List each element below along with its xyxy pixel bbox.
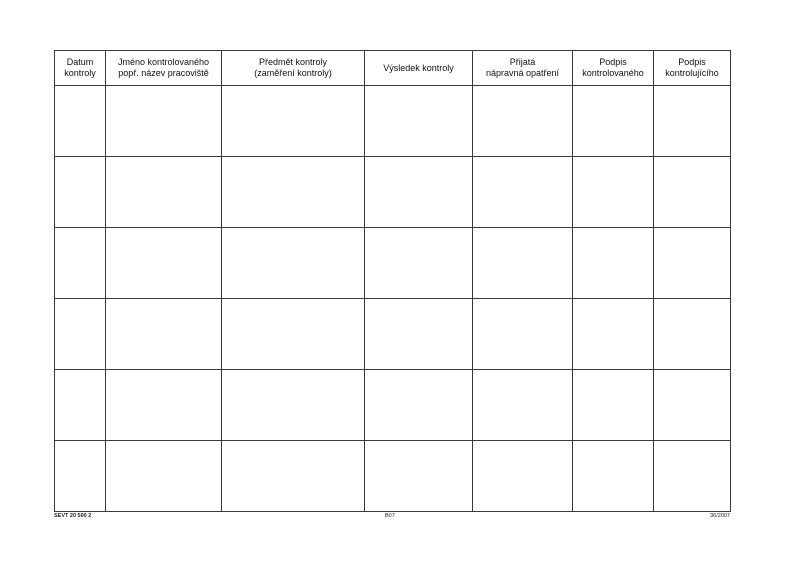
table-row bbox=[55, 157, 731, 228]
inspected-signature-cell[interactable] bbox=[573, 441, 654, 512]
inspected-name-cell[interactable] bbox=[106, 441, 222, 512]
inspector-signature-cell[interactable] bbox=[654, 157, 731, 228]
date-cell[interactable] bbox=[55, 441, 106, 512]
subject-cell[interactable] bbox=[222, 299, 365, 370]
date-cell[interactable] bbox=[55, 86, 106, 157]
inspector-signature-cell[interactable] bbox=[654, 299, 731, 370]
date-cell[interactable] bbox=[55, 157, 106, 228]
date-cell[interactable] bbox=[55, 370, 106, 441]
corrective-measures-cell[interactable] bbox=[473, 157, 573, 228]
corrective-measures-cell[interactable] bbox=[473, 86, 573, 157]
table-row bbox=[55, 228, 731, 299]
corrective-measures-cell[interactable] bbox=[473, 370, 573, 441]
result-cell[interactable] bbox=[365, 299, 473, 370]
footer-mark: B07 bbox=[385, 513, 395, 519]
inspector-signature-cell[interactable] bbox=[654, 370, 731, 441]
result-cell[interactable] bbox=[365, 157, 473, 228]
subject-cell[interactable] bbox=[222, 157, 365, 228]
result-cell[interactable] bbox=[365, 86, 473, 157]
corrective-measures-cell[interactable] bbox=[473, 441, 573, 512]
column-header-inspector-signature: Podpis kontrolujícího bbox=[654, 51, 731, 86]
date-cell[interactable] bbox=[55, 228, 106, 299]
table-row bbox=[55, 86, 731, 157]
table-row bbox=[55, 299, 731, 370]
subject-cell[interactable] bbox=[222, 441, 365, 512]
column-header-inspected-signature: Podpis kontrolovaného bbox=[573, 51, 654, 86]
table-row bbox=[55, 441, 731, 512]
inspector-signature-cell[interactable] bbox=[654, 441, 731, 512]
subject-cell[interactable] bbox=[222, 228, 365, 299]
column-header-corrective-measures: Přijatá nápravná opatření bbox=[473, 51, 573, 86]
subject-cell[interactable] bbox=[222, 370, 365, 441]
inspected-signature-cell[interactable] bbox=[573, 299, 654, 370]
subject-cell[interactable] bbox=[222, 86, 365, 157]
inspection-record-table bbox=[54, 50, 731, 512]
footer-edition: 36/2007 bbox=[710, 513, 730, 519]
inspected-name-cell[interactable] bbox=[106, 228, 222, 299]
inspected-name-cell[interactable] bbox=[106, 370, 222, 441]
column-header-subject: Předmět kontroly (zaměření kontroly) bbox=[222, 51, 365, 86]
table-header-row bbox=[55, 51, 731, 86]
column-header-inspected-name: Jméno kontrolovaného popř. název pracoviště bbox=[106, 51, 222, 86]
column-header-date: Datum kontroly bbox=[55, 51, 106, 86]
corrective-measures-cell[interactable] bbox=[473, 228, 573, 299]
inspected-signature-cell[interactable] bbox=[573, 157, 654, 228]
inspected-signature-cell[interactable] bbox=[573, 228, 654, 299]
date-cell[interactable] bbox=[55, 299, 106, 370]
inspector-signature-cell[interactable] bbox=[654, 86, 731, 157]
table-row bbox=[55, 370, 731, 441]
corrective-measures-cell[interactable] bbox=[473, 299, 573, 370]
inspected-name-cell[interactable] bbox=[106, 157, 222, 228]
inspected-name-cell[interactable] bbox=[106, 299, 222, 370]
table-body bbox=[55, 86, 731, 512]
inspected-name-cell[interactable] bbox=[106, 86, 222, 157]
column-header-result: Výsledek kontroly bbox=[365, 51, 473, 86]
result-cell[interactable] bbox=[365, 228, 473, 299]
result-cell[interactable] bbox=[365, 441, 473, 512]
result-cell[interactable] bbox=[365, 370, 473, 441]
inspected-signature-cell[interactable] bbox=[573, 370, 654, 441]
form-code: SEVT 20 500 2 bbox=[54, 513, 92, 519]
inspected-signature-cell[interactable] bbox=[573, 86, 654, 157]
inspector-signature-cell[interactable] bbox=[654, 228, 731, 299]
